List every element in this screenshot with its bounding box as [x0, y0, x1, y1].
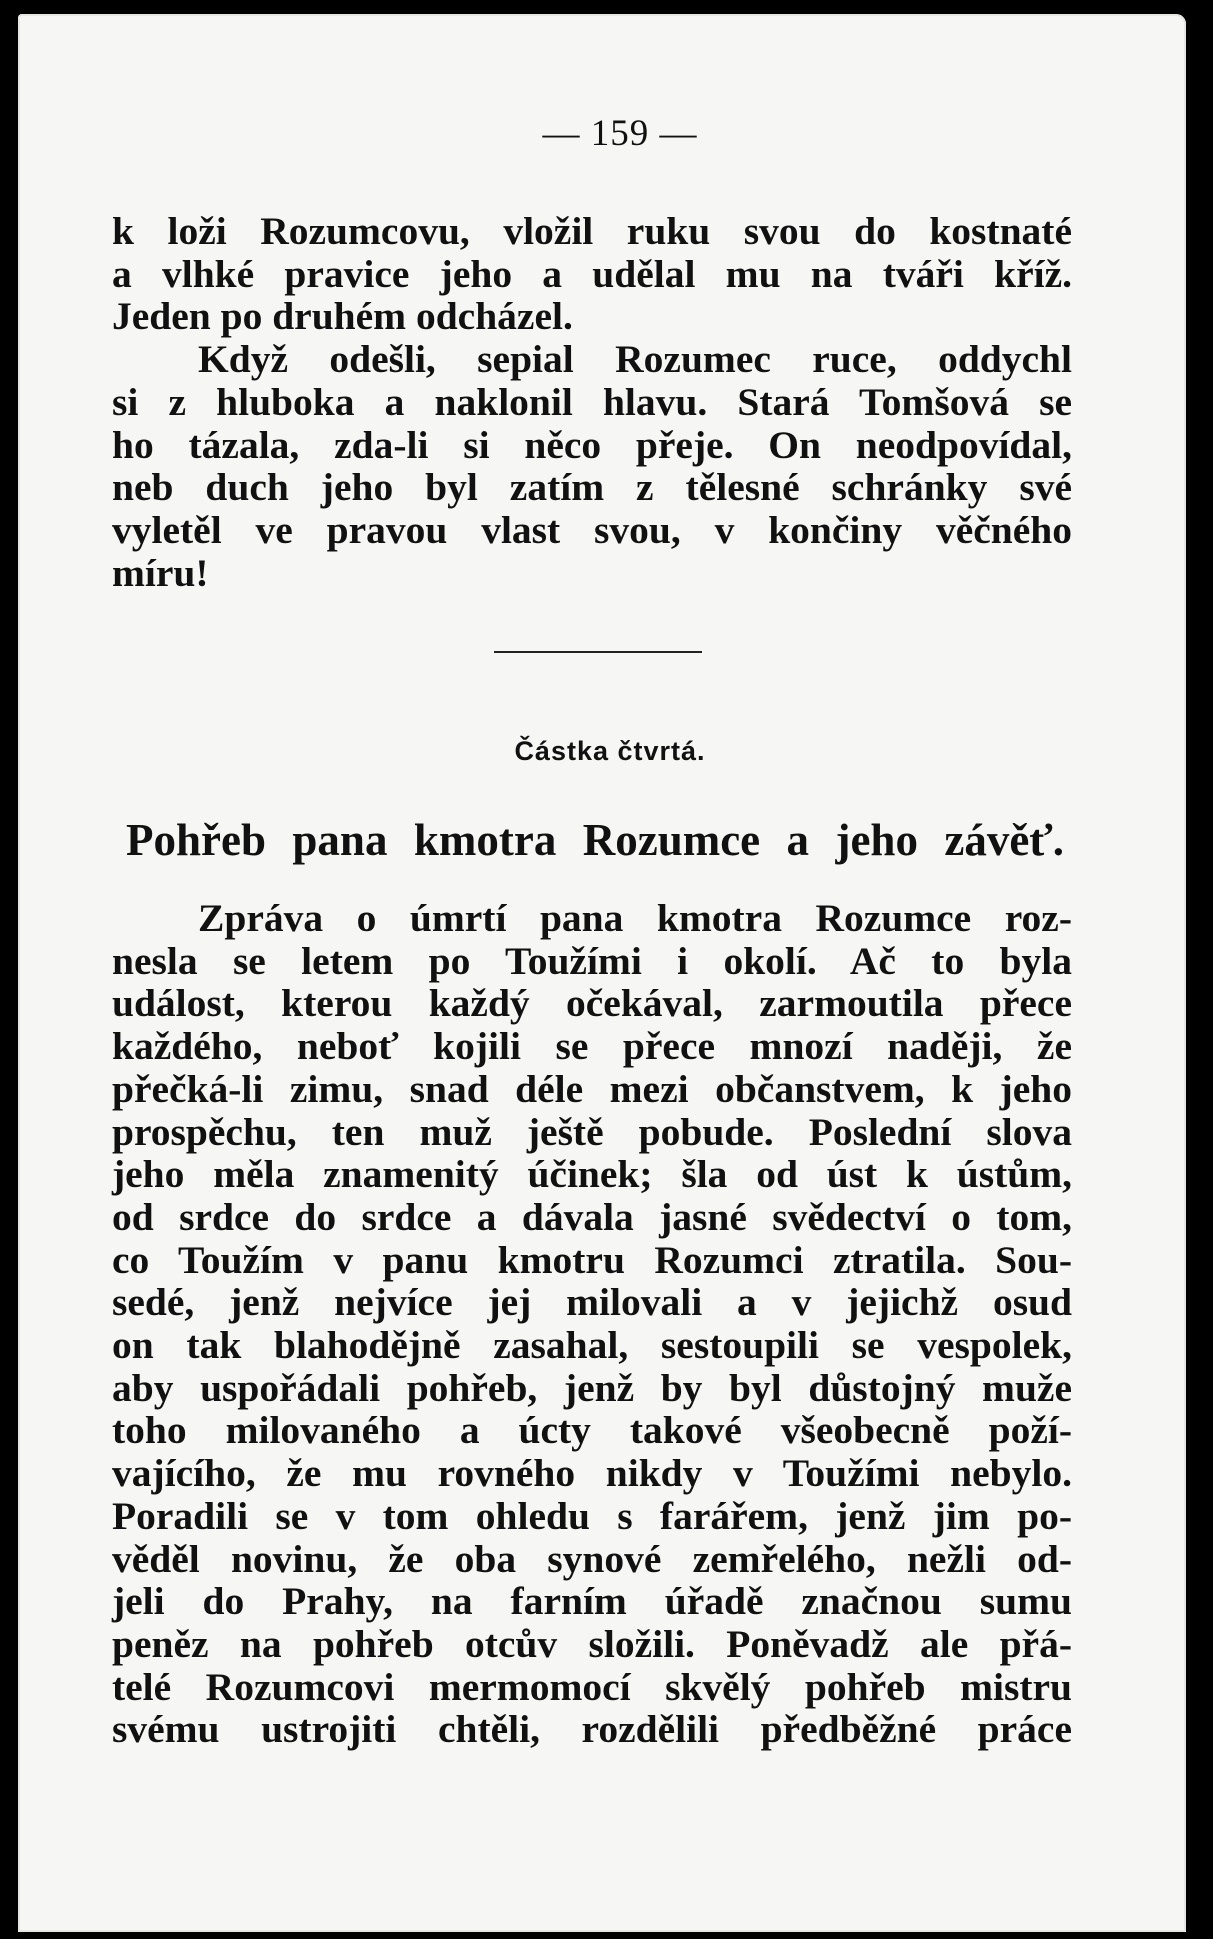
- text-line: každého, neboť kojili se přece mnozí naději, že: [112, 1024, 1072, 1069]
- text-line: neb duch jeho byl zatím z tělesné schránky své: [112, 465, 1072, 510]
- paragraph-main: [112, 897, 1072, 1751]
- section-label: Částka čtvrtá.: [514, 736, 706, 766]
- text-line: vyletěl ve pravou vlast svou, v končiny věčného: [112, 507, 1072, 552]
- text-line: Poradili se v tom ohledu s farářem, jenž jim po-: [112, 1493, 1072, 1538]
- text-line: Když odešli, sepial Rozumec ruce, oddychl: [198, 337, 1072, 382]
- text-line: přečká-li zimu, snad déle mezi občanstvem, k jeho: [112, 1066, 1072, 1111]
- text-line: prospěchu, ten muž ještě pobude. Poslední slova: [112, 1109, 1072, 1154]
- text-line: co Toužím v panu kmotru Rozumci ztratila. Sou-: [112, 1237, 1072, 1282]
- text-line: věděl novinu, že oba synové zemřelého, nežli od-: [112, 1536, 1072, 1581]
- page-number: — 159 —: [542, 113, 698, 154]
- text-line: nesla se letem po Toužími i okolí. Ač to byla: [112, 938, 1072, 983]
- text-line: od srdce do srdce a dávala jasné svědectví o tom,: [112, 1194, 1072, 1239]
- chapter-title: Pohřeb pana kmotra Rozumce a jeho závěť.: [126, 815, 1064, 865]
- book-page: [18, 14, 1186, 1932]
- paragraph-top: [112, 210, 1072, 594]
- text-line: aby uspořádali pohřeb, jenž by byl důstojný muže: [112, 1365, 1072, 1410]
- text-line: k loži Rozumcovu, vložil ruku svou do kostnaté: [112, 209, 1072, 253]
- text-line: si z hluboka a naklonil hlavu. Stará Tomšová se: [112, 379, 1072, 424]
- text-line: toho milovaného a úcty takové všeobecně poží-: [112, 1408, 1072, 1453]
- text-line: on tak blahodějně zasahal, sestoupili se vespolek,: [112, 1323, 1072, 1368]
- text-line: ho tázala, zda-li si něco přeje. On neodpovídal,: [112, 422, 1072, 467]
- text-line: jeho měla znamenitý účinek; šla od úst k ústům,: [112, 1152, 1072, 1197]
- text-line: míru!: [112, 550, 209, 595]
- text-line: jeli do Prahy, na farním úřadě značnou sumu: [112, 1579, 1072, 1624]
- text-line: peněz na pohřeb otcův složili. Poněvadž ale přá-: [112, 1621, 1072, 1666]
- text-line: sedé, jenž nejvíce jej milovali a v jejichž osud: [112, 1280, 1072, 1325]
- section-divider: [494, 651, 702, 653]
- text-line: svému ustrojiti chtěli, rozdělili předběžné práce: [112, 1707, 1072, 1752]
- text-line: a vlhké pravice jeho a udělal mu na tváři kříž.: [112, 251, 1072, 296]
- text-line: událost, kterou každý očekával, zarmoutila přece: [112, 981, 1072, 1026]
- text-line: vajícího, že mu rovného nikdy v Toužími nebylo.: [112, 1451, 1072, 1496]
- text-line: Jeden po druhém odcházel.: [112, 294, 573, 339]
- text-line: Zpráva o úmrtí pana kmotra Rozumce roz-: [198, 896, 1072, 940]
- text-line: telé Rozumcovi mermomocí skvělý pohřeb mistru: [112, 1664, 1072, 1709]
